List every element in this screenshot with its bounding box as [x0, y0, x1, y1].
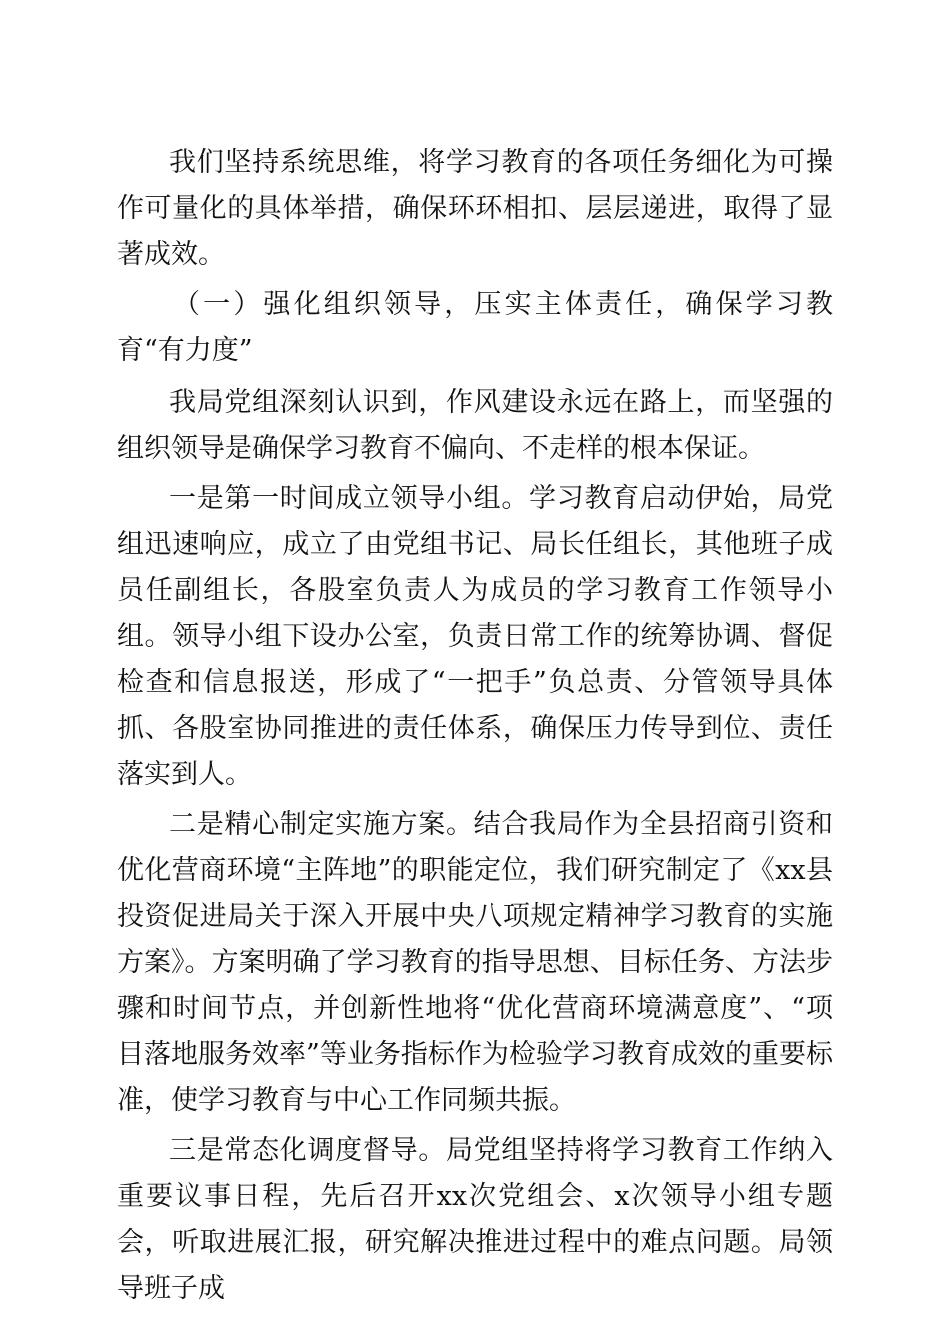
document-body [117, 140, 833, 1316]
point-2-lead: 二是精心制定实施方案。 [169, 809, 474, 840]
section-intro-text: 我局党组深刻认识到，作风建设永远在路上，而坚强的组织领导是确保学习教育不偏向、不走样的根本保证。 [117, 387, 833, 464]
intro-paragraph [117, 140, 833, 278]
point-2-text: 结合我局作为全县招商引资和优化营商环境“主阵地”的职能定位，我们研究制定了《xx县投资促进局关于深入开展中央八项规定精神学习教育的实施方案》。方案明确了学习教育的指导思想、目标任务、方法步骤和时间节点，并创新性地将“优化营商环境满意度”、“项目落地服务效率”等业务指标作为检验学习教育成效的重要标准，使学习教育与中心工作同频共振。 [117, 809, 834, 1116]
point-3-text: 局党组坚持将学习教育工作纳入重要议事日程，先后召开xx次党组会、x次领导小组专题会，听取进展汇报，研究解决推进过程中的难点问题。局领导班子成 [117, 1135, 834, 1304]
point-3-paragraph [117, 1128, 833, 1312]
point-2-paragraph [117, 802, 833, 1124]
point-1-lead: 一是第一时间成立领导小组。 [169, 483, 530, 514]
point-3-lead: 三是常态化调度督导。 [169, 1135, 446, 1166]
section-heading-text: （一）强化组织领导，压实主体责任，确保学习教育“有力度” [117, 289, 833, 366]
intro-text: 我们坚持系统思维，将学习教育的各项任务细化为可操作可量化的具体举措，确保环环相扣、层层递进，取得了显著成效。 [117, 147, 833, 270]
point-1-text: 学习教育启动伊始，局党组迅速响应，成立了由党组书记、局长任组长，其他班子成员任副组长，各股室负责人为成员的学习教育工作领导小组。领导小组下设办公室，负责日常工作的统筹协调、督促检查和信息报送，形成了“一把手”负总责、分管领导具体抓、各股室协同推进的责任体系，确保压力传导到位、责任落实到人。 [117, 483, 834, 790]
section-intro-paragraph [117, 380, 833, 472]
point-1-paragraph [117, 476, 833, 798]
section-heading [117, 282, 833, 374]
